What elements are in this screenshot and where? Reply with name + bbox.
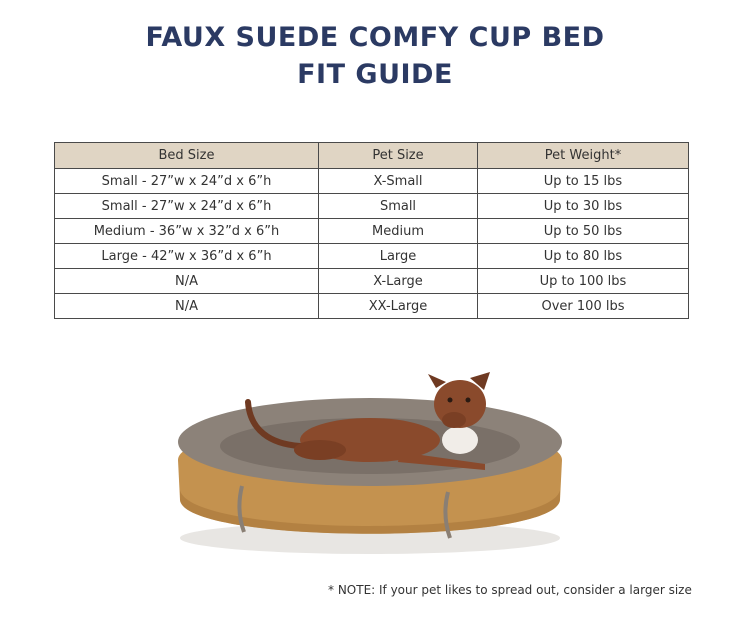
cell-pet-size: Small — [319, 194, 478, 219]
cell-pet-size: XX-Large — [319, 294, 478, 319]
cell-bed-size: Medium - 36”w x 32”d x 6”h — [55, 219, 319, 244]
cell-pet-weight: Up to 100 lbs — [478, 269, 689, 294]
cell-pet-size: X-Small — [319, 169, 478, 194]
table-row — [55, 169, 689, 194]
table-row — [55, 244, 689, 269]
cell-pet-size: Large — [319, 244, 478, 269]
cell-pet-size: Medium — [319, 219, 478, 244]
fit-guide-table — [54, 142, 689, 319]
header-pet-weight: Pet Weight* — [478, 143, 689, 169]
cell-pet-weight: Over 100 lbs — [478, 294, 689, 319]
cell-bed-size: Small - 27”w x 24”d x 6”h — [55, 169, 319, 194]
cell-bed-size: Large - 42”w x 36”d x 6”h — [55, 244, 319, 269]
sizing-note: * NOTE: If your pet likes to spread out, consider a larger size — [328, 583, 692, 597]
cell-bed-size: Small - 27”w x 24”d x 6”h — [55, 194, 319, 219]
table-row — [55, 194, 689, 219]
cell-pet-size: X-Large — [319, 269, 478, 294]
cell-bed-size: N/A — [55, 269, 319, 294]
table-header-row — [55, 143, 689, 169]
dog-eye-left — [448, 398, 453, 403]
table-row — [55, 269, 689, 294]
header-pet-size: Pet Size — [319, 143, 478, 169]
header-bed-size: Bed Size — [55, 143, 319, 169]
table-row — [55, 294, 689, 319]
page-title-line-1: FAUX SUEDE COMFY CUP BED — [145, 22, 605, 53]
dog-muzzle — [442, 412, 466, 428]
cell-pet-weight: Up to 15 lbs — [478, 169, 689, 194]
dog-eye-right — [466, 398, 471, 403]
table-row — [55, 219, 689, 244]
page-title-line-2: FIT GUIDE — [297, 59, 453, 90]
cell-pet-weight: Up to 80 lbs — [478, 244, 689, 269]
dog-hind-leg — [294, 440, 346, 460]
cell-pet-weight: Up to 50 lbs — [478, 219, 689, 244]
cell-bed-size: N/A — [55, 294, 319, 319]
dog-chest — [442, 426, 478, 454]
dog-bed-photo — [170, 360, 570, 560]
cell-pet-weight: Up to 30 lbs — [478, 194, 689, 219]
